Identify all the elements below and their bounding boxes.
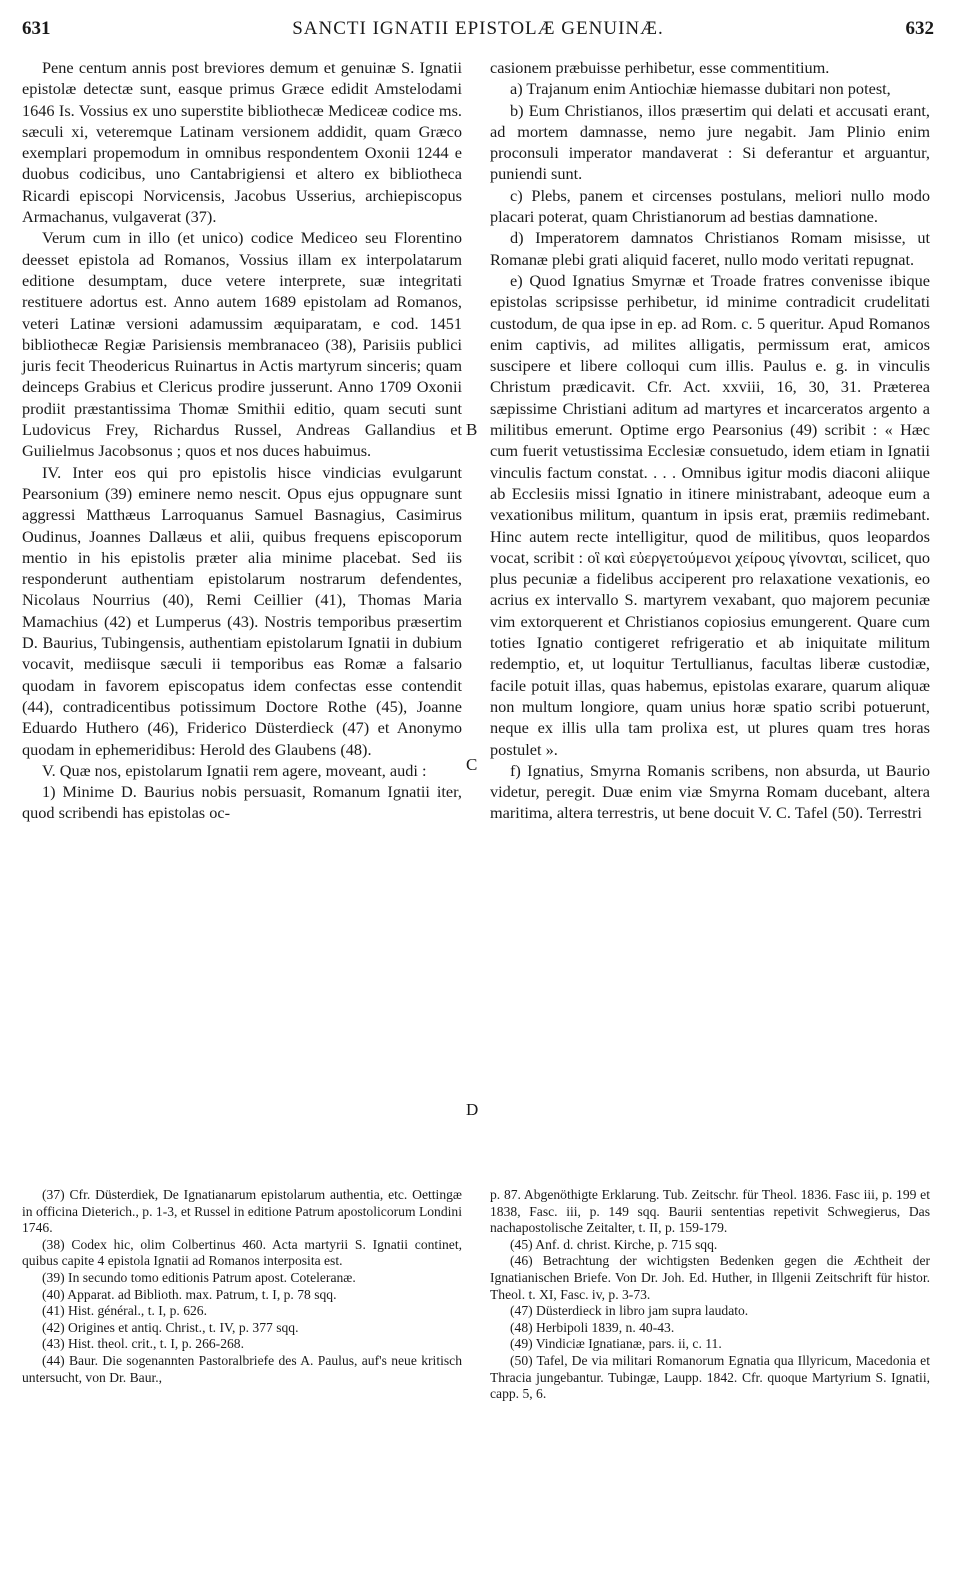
right-column	[490, 57, 930, 824]
footnote: (44) Baur. Die sogenannten Pastoralbriefe des A. Paulus, auf's neue kritisch untersucht, von Dr. Baur.,	[22, 1352, 462, 1385]
paragraph: V. Quæ nos, epistolarum Ignatii rem agere, moveant, audi :	[42, 760, 427, 780]
running-head	[22, 18, 934, 46]
paragraph: Verum cum in illo (et unico) codice Mediceo seu Florentino deesset epistola ad Romanos, Vossius illam ex interpolatarum editione desumptam, duce vetere interprete, suæ integritati restituere adortus est. Anno autem 1689 epistolam ad Romanos, veteri Latinæ versioni adamussim æquiparatam, e cod. 1451 bibliothecæ Regiæ Parisiensis membranaceo (38), Parisiis publici juris fecit Theodericus Ruinartus in Actis martyrum sinceris; quam deinceps Grabius et Clericus prodire jusserunt. Anno 1709 Oxonii prodiit præstantissima Thomæ Smithii editio, quam secuti sunt Ludovicus Frey, Richardus Russel, Andreas Gallandius et Guilielmus Jacobsonus ; quos et nos duces habuimus.	[22, 228, 462, 461]
paragraph: e) Quod Ignatius Smyrnæ et Troade fratres convenisse ibique epistolas scripsisse perhibetur, id minime contradicit crudelitati custodum, de qua ipse in ep. ad Rom. c. 5 queritur. Apud Romanos enim captivis, ad milites alligatis, permissum erat, amicos suscipere et libere colloqui cum illis. Paulus e. g. in vinculis Christum prædicavit. Cfr. Act. xxviii, 16, 30, 31. Præterea sæpissime Christiani aditum ad martyres et incarceratos argento a militibus emerunt. Optime ergo Pearsonius (49) scribit : « Hæc cum fuerit vetustissima Ecclesiæ consuetudo, idem etiam in Ignatii vinculis factum constat. . . . Omnibus igitur modis diaconi aliique ab Ecclesiis missi Ignatio in itinere ministrabant, adeoque eum a vexationibus militum, quantum in ipsis erat, præmiis redimebant. Hinc autem recte intelligitur, quod de militibus, quos leopardos vocat, scribit : οἳ καὶ εὐεργετούμενοι χείρους γίνονται, scilicet, quo plus pecuniæ a fidelibus acciperent pro relaxatione vexationis, eo acrius ex intervallo S. martyrem vexabant, quo majorem pecuniæ vim extorquerent et Christianos copiosius emungerent. Quare cum toties Ignatio contigeret refrigeratio et ab iniquitate militum redemptio, et, ut loquitur Tertullianus, facultas liberæ custodiæ, facile potuit illas, quas habemus, epistolas exarare, quarum aliquæ non multum longiore, quam unius horæ spatio scribi potuerunt, neque ex illis ulla tam prolixa est, ut plures quam tres horas postulet ».	[490, 270, 930, 759]
paragraph: b) Eum Christianos, illos præsertim qui delati et accusati erant, ad mortem damnasse, nemo jure negabit. Jam Plinio enim proconsuli imperator mandaverat : Si deferantur et arguantur, puniendi sunt.	[490, 100, 930, 184]
left-column	[22, 57, 462, 824]
footnote: (39) In secundo tomo editionis Patrum apost. Coteleranæ.	[42, 1269, 356, 1285]
paragraph: 1) Minime D. Baurius nobis persuasit, Romanum Ignatii iter, quod scribendi has epistolas oc-	[22, 782, 462, 823]
footnote: (45) Anf. d. christ. Kirche, p. 715 sqq.	[510, 1236, 718, 1252]
footnotes-left	[22, 1187, 462, 1386]
footnote: (43) Hist. theol. crit., t. I, p. 266-268.	[42, 1336, 244, 1352]
footnote: (49) Vindiciæ Ignatianæ, pars. ii, c. 11.	[510, 1336, 722, 1352]
running-title: SANCTI IGNATII EPISTOLÆ GENUINÆ.	[292, 18, 664, 39]
paragraph: casionem præbuisse perhibetur, esse commentitium.	[490, 58, 830, 77]
paragraph: d) Imperatorem damnatos Christianos Romam misisse, ut Romanæ plebi grati aliquid faceret, nullo modo veritati repugnat.	[490, 228, 930, 269]
paragraph: f) Ignatius, Smyrna Romanis scribens, non absurda, ut Baurio videtur, peregit. Duæ enim viæ Smyrna Romam ducebant, altera maritima, altera terrestris, ut bene docuit V. C. Tafel (50). Terrestri	[490, 760, 930, 823]
footnote: (38) Codex hic, olim Colbertinus 460. Acta martyrii S. Ignatii continet, quibus capite 4 epistola Ignatii ad Romanos interposita est.	[22, 1236, 462, 1269]
footnote: p. 87. Abgenöthigte Erklarung. Tub. Zeitschr. für Theol. 1836. Fasc iii, p. 199 et 1838, Fasc. iii, p. 149 sqq. Baurii sententias repetivit Schwegierus, Das nachapostolische Zeitalter, t. II, p. 159-179.	[490, 1187, 930, 1236]
footnote: (40) Apparat. ad Biblioth. max. Patrum, t. I, p. 78 sqq.	[42, 1286, 337, 1302]
footnotes-right	[490, 1187, 930, 1403]
footnote: (50) Tafel, De via militari Romanorum Egnatia qua Illyricum, Macedonia et Thracia jungebantur. Tubingæ, Laupp. 1842. Cfr. quoque Martyrium S. Ignatii, capp. 5, 6.	[490, 1352, 930, 1402]
paragraph: IV. Inter eos qui pro epistolis hisce vindicias evulgarunt Pearsonium (39) eminere nemo nescit. Opus ejus oppugnare sunt aggressi Matthæus Larroquanus Samuel Basnagius, Casimirus Oudinus, Joannes Dallæus et alii, quibus frequens episcoporum mentio in his epistolis præter alia minime placebat. Sed iis responderunt authentiam epistolarum nostrarum defendentes, Nicolaus Nourrius (40), Remi Ceillier (41), Thomas Maria Mamachius (42) et Lumperus (43). Nostris temporibus præsertim D. Baurius, Tubingensis, authentiam epistolarum Ignatii in dubium vocavit, mediisque sæculi ii temporibus eas Romæ a falsario quodam in favorem episcopatus idem confectas esse contendit (44), contradicentibus potissimum Doctore Rothe (45), Joanne Eduardo Huthero (46), Friderico Düsterdieck (47) et Anonymo quodam in ephemeridibus: Herold des Glaubens (48).	[22, 462, 462, 759]
footnote: (47) Düsterdieck in libro jam supra laudato.	[510, 1303, 749, 1319]
footnote: (48) Herbipoli 1839, n. 40-43.	[510, 1319, 675, 1335]
paragraph: a) Trajanum enim Antiochiæ hiemasse dubitari non potest,	[510, 79, 891, 99]
page-number-right: 632	[905, 18, 934, 39]
footnote: (46) Betrachtung der wichtigsten Bedenken gegen die Æchtheit der Ignatianischen Briefe. Von Dr. Joh. Ed. Huther, in Illgenii Zeitschrift für histor. Theol. t. XI, Fasc. iv, p. 3-73.	[490, 1253, 930, 1302]
page-number-left: 631	[22, 18, 51, 39]
footnote: (42) Origines et antiq. Christ., t. IV, p. 377 sqq.	[42, 1319, 299, 1335]
paragraph: Pene centum annis post breviores demum et genuinæ S. Ignatii epistolæ detectæ sunt, easque primus Græce edidit Amstelodami 1646 Is. Vossius ex uno superstite bibliothecæ Mediceæ codice ms. sæculi xi, veteremque Latinam versionem addidit, quam Græco exemplari propemodum in omnibus respondentem Oxonii 1244 e duobus codicibus, uno Cantabrigiensi et altero ex bibliotheca Ricardi episcopi Norvicensis, Jacobus Usserius, archiepiscopus Armachanus, vulgaverat (37).	[22, 58, 462, 227]
margin-letter-c: C	[466, 755, 478, 774]
paragraph: c) Plebs, panem et circenses postulans, meliori nullo modo placari poterat, quam Christianorum ad bestias damnatione.	[490, 185, 930, 227]
footnote: (37) Cfr. Düsterdiek, De Ignatianarum epistolarum authentia, etc. Oettingæ in officina Dieterich., p. 1-3, et Russel in editione Patrum apostolicorum Londini 1746.	[22, 1187, 462, 1236]
footnote: (41) Hist. général., t. I, p. 626.	[42, 1303, 207, 1319]
margin-letter-b: B	[466, 420, 478, 439]
margin-letter-d: D	[466, 1100, 479, 1119]
